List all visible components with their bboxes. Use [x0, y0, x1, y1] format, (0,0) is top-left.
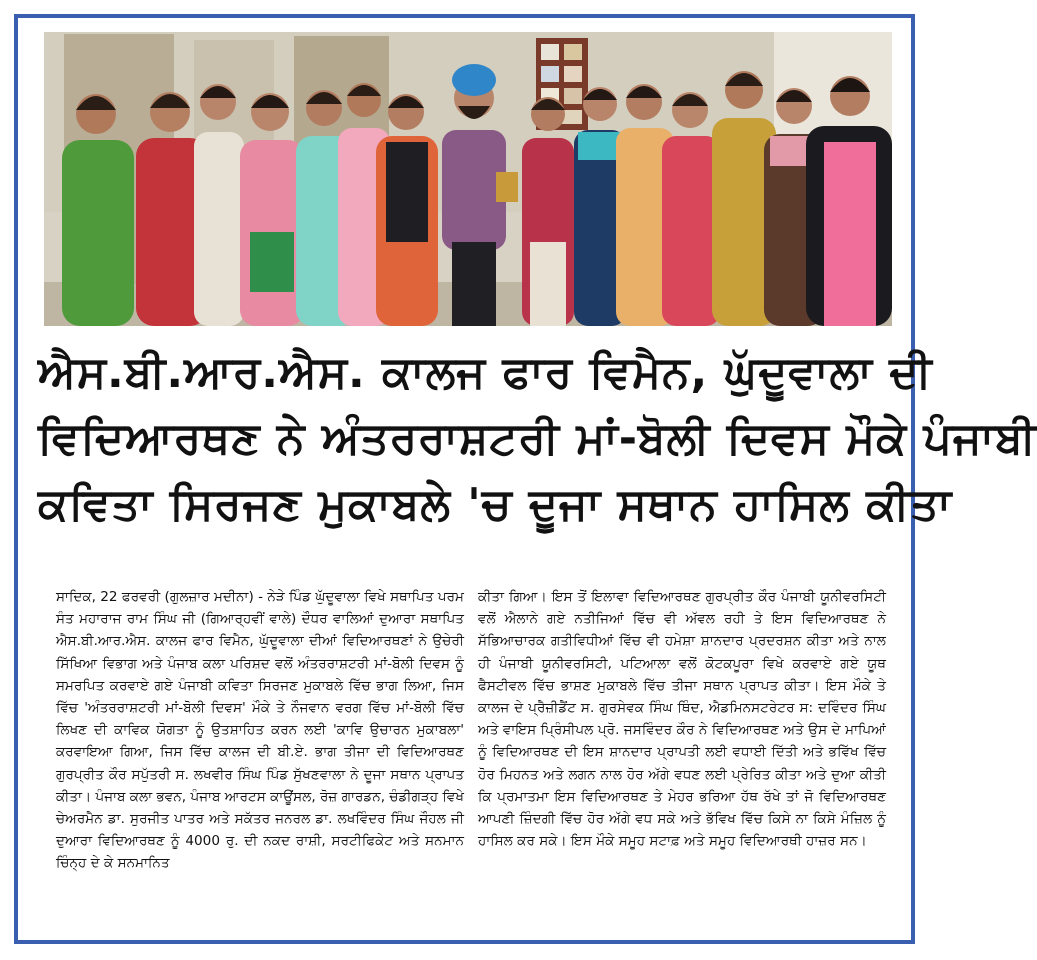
- group-photo: [44, 32, 892, 326]
- article-paragraph-right: ਕੀਤਾ ਗਿਆ। ਇਸ ਤੋਂ ਇਲਾਵਾ ਵਿਦਿਆਰਥਣ ਗੁਰਪ੍ਰੀਤ ਕੌਰ ਪੰਜਾਬੀ ਯੂਨੀਵਰਸਿਟੀ ਵਲੋਂ ਐਲਾਨੇ ਗਏ ਨਤੀਜਿਆਂ ਵਿੱਚ ਵੀ ਅੱਵਲ ਰਹੀ ਤੇ ਇਸ ਵਿਦਿਆਰਥਣ ਨੇ ਸੱਭਿਆਚਾਰਕ ਗਤੀਵਿਧੀਆਂ ਵਿੱਚ ਵੀ ਹਮੇਸ਼ਾ ਸ਼ਾਨਦਾਰ ਪ੍ਰਦਰਸ਼ਨ ਕੀਤਾ ਅਤੇ ਨਾਲ ਹੀ ਪੰਜਾਬੀ ਯੂਨੀਵਰਸਿਟੀ, ਪਟਿਆਲਾ ਵਲੋਂ ਕੋਟਕਪੂਰਾ ਵਿਖੇ ਕਰਵਾਏ ਗਏ ਯੂਥ ਫੈਸਟੀਵਲ ਵਿੱਚ ਭਾਸ਼ਣ ਮੁਕਾਬਲੇ ਵਿੱਚ ਤੀਜਾ ਸਥਾਨ ਪ੍ਰਾਪਤ ਕੀਤਾ। ਇਸ ਮੌਕੇ ਤੇ ਕਾਲਜ ਦੇ ਪ੍ਰੈਜ਼ੀਡੈਂਟ ਸ. ਗੁਰਸੇਵਕ ਸਿੰਘ ਥਿੰਦ, ਐਡਮਿਨਸਟਰੇਟਰ ਸ: ਦਵਿੰਦਰ ਸਿੰਘ ਅਤੇ ਵਾਇਸ ਪ੍ਰਿੰਸੀਪਲ ਪ੍ਰੋ. ਜਸਵਿੰਦਰ ਕੌਰ ਨੇ ਵਿਦਿਆਰਥਣ ਅਤੇ ਉਸ ਦੇ ਮਾਪਿਆਂ ਨੂੰ ਵਿਦਿਆਰਥਣ ਦੀ ਇਸ ਸ਼ਾਨਦਾਰ ਪ੍ਰਾਪਤੀ ਲਈ ਵਧਾਈ ਦਿੱਤੀ ਅਤੇ ਭਵਿੱਖ ਵਿੱਚ ਹੋਰ ਮਿਹਨਤ ਅਤੇ ਲਗਨ ਨਾਲ ਹੋਰ ਅੱਗੇ ਵਧਣ ਲਈ ਪ੍ਰੇਰਿਤ ਕੀਤਾ ਅਤੇ ਦੁਆ ਕੀਤੀ ਕਿ ਪ੍ਰਮਾਤਮਾ ਇਸ ਵਿਦਿਆਰਥਣ ਤੇ ਮੇਹਰ ਭਰਿਆ ਹੱਥ ਰੱਖੇ ਤਾਂ ਜੋ ਵਿਦਿਆਰਥਣ ਆਪਣੀ ਜ਼ਿੰਦਗੀ ਵਿੱਚ ਹੋਰ ਅੱਗੇ ਵਧ ਸਕੇ ਅਤੇ ਭੱਵਿਖ ਵਿੱਚ ਕਿਸੇ ਨਾ ਕਿਸੇ ਮੰਜ਼ਿਲ ਨੂੰ ਹਾਸਿਲ ਕਰ ਸਕੇ। ਇਸ ਮੌਕੇ ਸਮੂਹ ਸਟਾਫ਼ ਅਤੇ ਸਮੂਹ ਵਿਦਿਆਰਥੀ ਹਾਜ਼ਰ ਸਨ।: [478, 589, 886, 850]
- article-column-right: [478, 586, 886, 936]
- headline-line-1: ਐਸ.ਬੀ.ਆਰ.ਐਸ. ਕਾਲਜ ਫਾਰ ਵਿਮੈਨ, ਘੁੱਦੂਵਾਲਾ ਦੀ: [38, 347, 933, 398]
- article-column-left: [56, 586, 464, 936]
- article-body: [56, 586, 886, 936]
- headline-line-3: ਕਵਿਤਾ ਸਿਰਜਣ ਮੁਕਾਬਲੇ 'ਚ ਦੂਜਾ ਸਥਾਨ ਹਾਸਿਲ ਕੀਤਾ: [38, 479, 953, 530]
- group-photo-illustration: [44, 32, 892, 326]
- newspaper-clipping: [14, 14, 1037, 944]
- headline-line-2: ਵਿਦਿਆਰਥਣ ਨੇ ਅੰਤਰਰਾਸ਼ਟਰੀ ਮਾਂ-ਬੋਲੀ ਦਿਵਸ ਮੌਕੇ ਪੰਜਾਬੀ: [38, 413, 1037, 464]
- headline: [38, 340, 1037, 538]
- article-paragraph-left: ਸਾਦਿਕ, 22 ਫਰਵਰੀ (ਗੁਲਜ਼ਾਰ ਮਦੀਨਾ) - ਨੇੜੇ ਪਿੰਡ ਘੁੱਦੂਵਾਲਾ ਵਿਖੇ ਸਥਾਪਿਤ ਪਰਮ ਸੰਤ ਮਹਾਰਾਜ ਰਾਮ ਸਿੰਘ ਜੀ (ਗਿਆਰ੍ਹਵੀਂ ਵਾਲੇ) ਦੌਧਰ ਵਾਲਿਆਂ ਦੁਆਰਾ ਸਥਾਪਿਤ ਐਸ.ਬੀ.ਆਰ.ਐਸ. ਕਾਲਜ ਫਾਰ ਵਿਮੈਨ, ਘੁੱਦੂਵਾਲਾ ਦੀਆਂ ਵਿਦਿਆਰਥਣਾਂ ਨੇ ਉਚੇਰੀ ਸਿੱਖਿਆ ਵਿਭਾਗ ਅਤੇ ਪੰਜਾਬ ਕਲਾ ਪਰਿਸ਼ਦ ਵਲੋਂ ਅੰਤਰਰਾਸ਼ਟਰੀ ਮਾਂ-ਬੋਲੀ ਦਿਵਸ ਨੂੰ ਸਮਰਪਿਤ ਕਰਵਾਏ ਗਏ ਪੰਜਾਬੀ ਕਵਿਤਾ ਸਿਰਜਣ ਮੁਕਾਬਲੇ ਵਿੱਚ ਭਾਗ ਲਿਆ, ਜਿਸ ਵਿੱਚ 'ਅੰਤਰਰਾਸ਼ਟਰੀ ਮਾਂ-ਬੋਲੀ ਦਿਵਸ' ਮੌਕੇ ਤੇ ਨੌਜਵਾਨ ਵਰਗ ਵਿੱਚ ਮਾਂ-ਬੋਲੀ ਵਿੱਚ ਲਿਖਣ ਦੀ ਕਾਵਿਕ ਯੋਗਤਾ ਨੂੰ ਉਤਸ਼ਾਹਿਤ ਕਰਨ ਲਈ 'ਕਾਵਿ ਉਚਾਰਨ ਮੁਕਾਬਲਾ' ਕਰਵਾਇਆ ਗਿਆ, ਜਿਸ ਵਿੱਚ ਕਾਲਜ ਦੀ ਬੀ.ਏ. ਭਾਗ ਤੀਜਾ ਦੀ ਵਿਦਿਆਰਥਣ ਗੁਰਪ੍ਰੀਤ ਕੌਰ ਸਪੁੱਤਰੀ ਸ. ਲਖਵੀਰ ਸਿੰਘ ਪਿੰਡ ਸੁੱਖਣਵਾਲਾ ਨੇ ਦੂਜਾ ਸਥਾਨ ਪ੍ਰਾਪਤ ਕੀਤਾ। ਪੰਜਾਬ ਕਲਾ ਭਵਨ, ਪੰਜਾਬ ਆਰਟਸ ਕਾਊਂਸਲ, ਰੋਜ਼ ਗਾਰਡਨ, ਚੰਡੀਗੜ੍ਹ ਵਿਖੇ ਚੇਅਰਮੈਨ ਡਾ. ਸੁਰਜੀਤ ਪਾਤਰ ਅਤੇ ਸਕੱਤਰ ਜਨਰਲ ਡਾ. ਲਖਵਿੰਦਰ ਸਿੰਘ ਜੌਹਲ ਜੀ ਦੁਆਰਾ ਵਿਦਿਆਰਥਣ ਨੂੰ 4000 ਰੁ. ਦੀ ਨਕਦ ਰਾਸ਼ੀ, ਸਰਟੀਫਿਕੇਟ ਅਤੇ ਸਨਮਾਨ ਚਿੰਨ੍ਹ ਦੇ ਕੇ ਸਨਮਾਨਿਤ: [56, 589, 464, 872]
